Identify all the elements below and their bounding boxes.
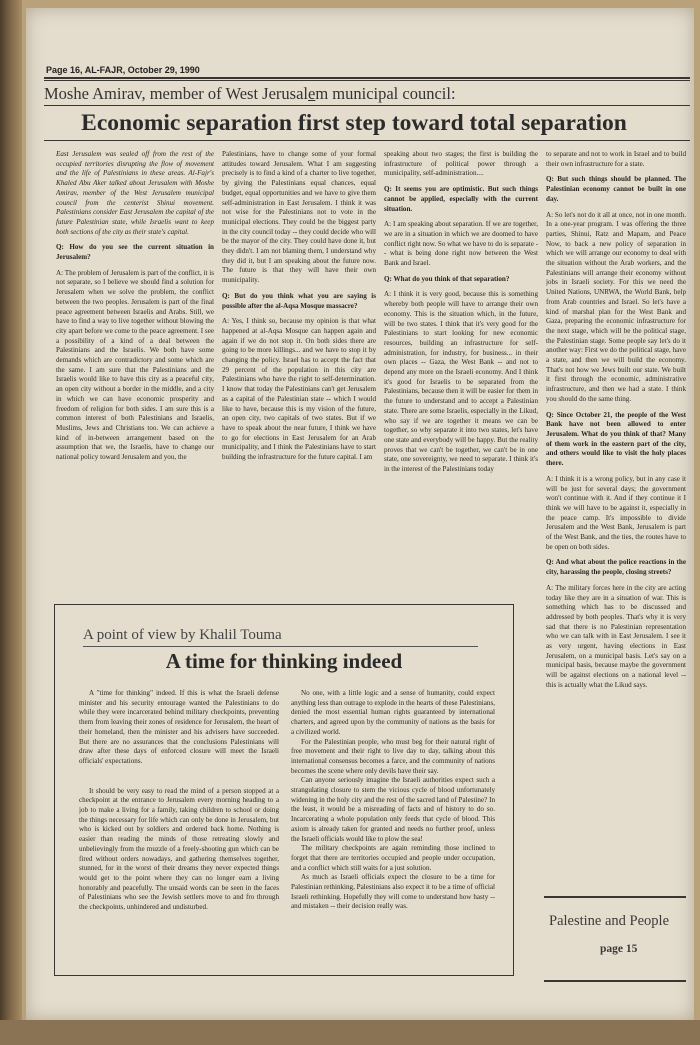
- answer-1-continued: Palestinians, have to change some of your formal attitudes toward Jerusalem. What I am suggesting precisely is to find a kind of a charter to live together, by giving the Palestinians equal chances, equal budget, equal opportunities and we have to give them self-administration in East Jerusalem. I think it was not wise for the Palestinians not to vote in the municipal elections. They could be the biggest party in the city council today -- they could decide who will be the mayor of the city. They could have done it, but they didn't. I am not blaming them, I understand why they did it, but I am speaking about the future now. The future is that they will have their own municipality.: [222, 150, 376, 285]
- question-7: Q: And what about the police reactions in the city, harassing the people, closing streets?: [546, 558, 686, 577]
- opinion-paragraph-3: No one, with a little logic and a sense of humanity, could expect anything less than outrage to explode in the hearts of these Palestinians, denied the most essential human rights guaranteed by international charters, and agreed upon by the community of nations as the basis for a civilized world.: [291, 689, 495, 736]
- article-column-2: [222, 150, 376, 590]
- question-2: Q: But do you think what you are saying is possible after the al-Aqsa Mosque massacre?: [222, 291, 376, 310]
- question-6: Q: Since October 21, the people of the West Bank have not been allowed to enter Jerusalem. What do you think of that? Many of them work in the eastern part of the city, and others would like to visit the holy places there.: [546, 410, 686, 468]
- article-intro: East Jerusalem was sealed off from the rest of the occupied territories disrupting the flow of movement and the life of Palestinians in these areas. Al-Fajr's Khaled Abu Aker talked about Jerusalem with Moshe Amirav, member of the West Jerusalem municipal council from the centerist Shinui movement. Palestinians consider East Jerusalem the capital of the future Palestinian state, while Israelis want to keep both sections of the city as their state's capital.: [56, 150, 214, 236]
- answer-6: A: I think it is a wrong policy, but in any case it will be just for several days; the government won't continue with it. And if they continue it I think we will have to be against it, especially in the peace camp. It's impossible to divide Jerusalem and the West Bank, Jerusalem is part of the West Bank, and the ties, the routes have to be open on both sides.: [546, 474, 686, 551]
- article-headline: Economic separation first step toward total separation: [81, 110, 627, 136]
- kicker-mark: e: [308, 84, 316, 103]
- answer-7: A: The military forces here in the city are acting today like they are in a situation of war. This is something which has to be discussed and addressed by both peoples. That's why it is very sad that there is no Palestinian representation who we can talk with in East Jerusalem. I see it as very urgent, having elections in East Jerusalem, on a municipal basis. Let's say on a municipal basis, because maybe the government will be against elections on a national level -- this is actually what the Likud says.: [546, 583, 686, 689]
- opinion-kicker-rule: [83, 646, 478, 647]
- answer-5: A: So let's not do it all at once, not in one month. In a one-year program. I was offering the three parties, Shinui, Ratz and Mapam, and Peace Now, to back a new policy of separation in which we will arrange our economy to deal with the situation without the Arab workers, and the Palestinians will arrange their economy without jobs in Israeli society. For this we need the United Nations, UNRWA, the World Bank, help from Arab countries and Israel. So let's have a kind of marshal plan for the West Bank and Gaza, preparing the economic infrastructure for the next stage, which will be the political stage, the Palestinian stage. Some people say let's do it another way: First we do the political stage, have a state, and then we will build the economy. That's not how we Jews built our state. We built it first through the economic, administrative infrastructure, and then we had a state. I think you should do the same thing.: [546, 210, 686, 403]
- opinion-paragraph-5: Can anyone seriously imagine the Israeli authorities expect such a strangulating closure to stem the vicious cycle of blood unfortunately widening in the holy city and the rest of the sacred land of Palestine? In the least, it would be a misreading of facts and of history to do so. Incarcerating a whole population only feeds that cycle of blood. This axiom is already taken for granted and needs no further proof, unless the Israeli officials would like to plow the sea!: [291, 776, 495, 843]
- opinion-paragraph-6: The military checkpoints are again reminding those inclined to forget that there are territories occupied and people under occupation, and a conflict which still waits for a just solution.: [291, 844, 495, 872]
- footer-rule: [544, 896, 686, 980]
- question-4: Q: What do you think of that separation?: [384, 274, 510, 283]
- opinion-headline: A time for thinking indeed: [165, 649, 403, 673]
- answer-1: A: The problem of Jerusalem is part of the conflict, it is not separate, so I believe we should find a solution for Jerusalem when we solve the problem, the conflict between the two peoples. Jerusalem is part of the final peace agreement between Israelis and Arabs. Still, we have to find a way to live together without blowing the city apart before we come to the peace agreement. I see a possibility of a kind of a deal between the Palestinians and the Israelis. We both have some demands which are contradictory and some which are the same. I am sure that the Palestinians and the Israelis would like to have this city as a peaceful city, an open city without a border in the middle, and a city in which we can have economic prosperity and freedom of religion for both sides. I am sure this is a common interest of both Palestinians and Israelis, Muslims, Jews and Christians too. We can achieve a kind of in-between arrangement based on the assumption that we, the Israelis, have to change our national policy toward Jerusalem and you, the: [56, 268, 214, 462]
- opinion-box: [54, 604, 514, 976]
- book-binding: [0, 0, 22, 1045]
- opinion-column-1: [79, 689, 279, 971]
- answer-2: A: Yes, I think so, because my opinion is that what happened at al-Aqsa Mosque can happen again and again if we do not stop it. On both sides there are going to be more killings... and we have to stop it by changing the policy. Israel has to accept the fact that 29 percent of the population in this city are Palestinians who have the right to self-determination. I know that today the Palestinians can't get Jerusalem as a capital of the Palestinian state -- which I would like to have, because this is my vision of the future, an open city, two capitals of two states. But if we have to speak about the near future, I think we have to go for elections in East Jerusalem for an Arab municipality, and I think the Palestinians have to start building the infrastructure for the future capital. I am: [222, 317, 376, 462]
- page-bottom-edge: [0, 1020, 700, 1045]
- question-5: Q: But such things should be planned. The Palestinian economy cannot be built in one day.: [546, 175, 686, 203]
- article-column-4: [546, 150, 686, 890]
- kicker-underline: [44, 105, 690, 106]
- top-rule-thick: [44, 77, 690, 79]
- answer-4-continued: to separate and not to work in Israel and to build their own infrastructure for a state.: [546, 150, 686, 168]
- footer-bottom-rule: [544, 980, 686, 982]
- opinion-paragraph-2: It should be very easy to read the mind of a person stopped at a checkpoint at the entrance to Jerusalem every morning heading to a job to make a living for a family, taking children to school or doing the things necessary for life which can only be done in Jerusalem, but who is kicked out by soldiers and ordered back home. Nothing is easier than reading the minds of those retreating slowly and unbelievingly from the muzzle of a freely-shooting gun which can be fired without orders nowadays, and gathering themselves together, stunned, for in the worst of their dreams they never expected things would get to the point where they can no longer earn a living honorably and peacefully. The unsaid words can be seen in the faces of Palestinians who see the Jewish settlers move to and fro through the checkpoints, unhindered and undisturbed.: [79, 786, 279, 912]
- opinion-paragraph-1: A "time for thinking" indeed. If this is what the Israeli defense minister and his security entourage wanted the Palestinians to do while they were incarcerated behind military checkpoints, preventing them from leaving their zones of residence for Jerusalem, the heart of their homeland, then the minister and his advisers have succeeded. But there are no assurances that the conclusions Palestinians will draw after these days of enforced closure will meet the Israeli officials' expectations.: [79, 689, 279, 765]
- article-column-3: [384, 150, 538, 590]
- question-1: Q: How do you see the current situation in Jerusalem?: [56, 243, 214, 262]
- headline-rule: [44, 140, 690, 141]
- answer-4: A: I think it is very good, because this is something whereby both people will have to arrange their own economy. This is the situation which, in the future, will be two states. I think that it's very good for the Palestinians to start looking for new economic resources, building an infrastructure for self-administration, for industry, for business... in their own places -- Gaza, the West Bank -- and not to depend any more on the Israeli economy. And I think it's good for Israelis to be separated from the Palestinians, because then it will be easier for them in the future to understand and to accept a Palestinian state. There are some Israelis, especially in the Likud, who say if we are together it means we can be together, so why separate it into two states, let's have one state and everybody will be happy. But the reality proves that we can't be together, we can't be in one state, one sovereignty, we need to separate. I think it's in the interest of the Palestinians today: [384, 290, 538, 474]
- question-3: Q: It seems you are optimistic. But such things cannot be applied, especially with the current situation.: [384, 185, 538, 213]
- top-rule-thin: [44, 80, 690, 81]
- answer-3: A: I am speaking about separation. If we are together, we are in a situation in which we are doomed to have conflict right now. So what we have to do is separate -- what is being done right now between the West Bank and Israel.: [384, 220, 538, 268]
- opinion-paragraph-4: For the Palestinian people, who must beg for their natural right of free movement and their right to live day to day, talking about this international consensus becomes a farce, and the community of nations becomes the scene where only devils have their say.: [291, 737, 495, 775]
- article-column-1: [56, 150, 214, 590]
- section-brand: Palestine and People: [549, 913, 670, 929]
- opinion-kicker: A point of view by Khalil Touma: [83, 627, 282, 643]
- footer-page-number: page 15: [600, 943, 638, 955]
- answer-2-continued: speaking about two stages; the first is building the infrastructure of political power through a municipality, self-administration....: [384, 150, 538, 178]
- page-folio: Page 16, AL-FAJR, October 29, 1990: [46, 65, 200, 75]
- opinion-column-2: [291, 689, 495, 971]
- article-kicker: Moshe Amirav, member of West Jerusalem municipal council:: [44, 84, 456, 103]
- opinion-paragraph-7: As much as Israeli officials expect the closure to be a time for Palestinian rethinking, Palestinians also expect it to be a time of official Israeli rethinking. Hopefully they will come to understand how hasty -- and mistaken -- their decision really was.: [291, 873, 495, 911]
